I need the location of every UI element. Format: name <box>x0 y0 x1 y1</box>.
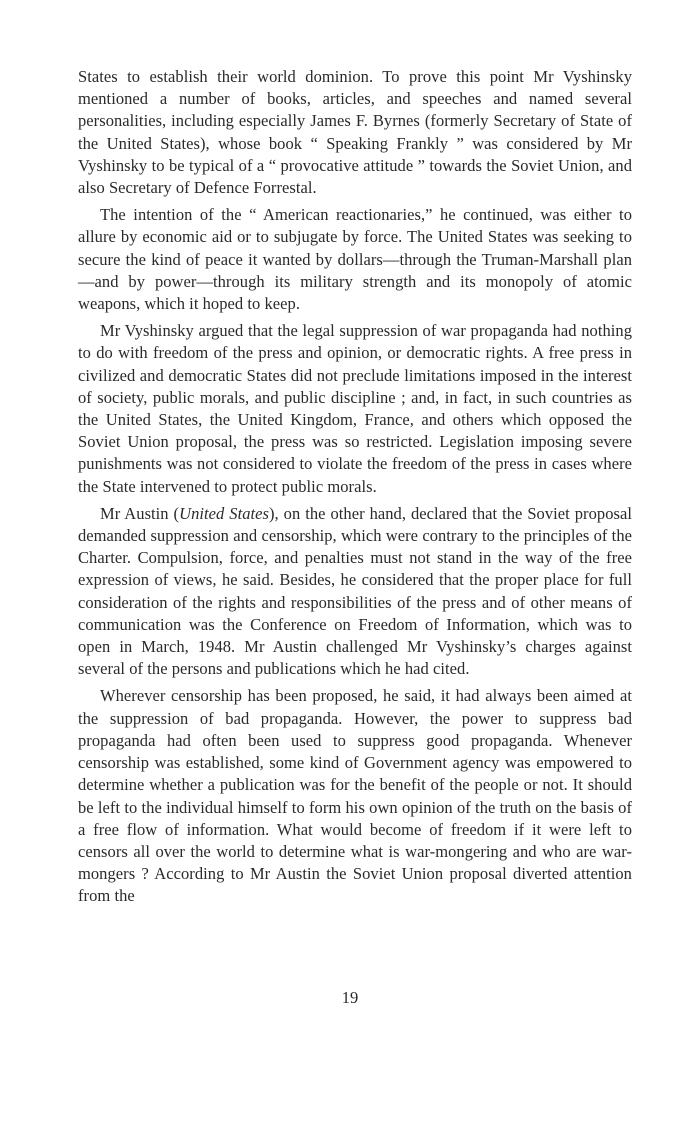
page-number: 19 <box>341 988 359 1007</box>
paragraph-1 <box>78 66 632 199</box>
paragraph-3-text: Mr Vyshinsky argued that the legal suppression of war propaganda had nothing to do with freedom of the press and opinion, or democratic rights. A free press in civilized and democratic States did not preclude limitations imposed in the interest of society, public morals, and public discipline ; and, in fact, in such countries as the United States, the United Kingdom, France, and others which opposed the Soviet Union proposal, the press was so restricted. Legislation imposing severe punishments was not considered to violate the freedom of the press in cases where the State intervened to protect public morals. <box>78 321 632 496</box>
paragraph-5-text: Wherever censorship has been proposed, he said, it had always been aimed at the suppression of bad propaganda. However, the power to suppress bad propaganda had often been used to suppress good propaganda. Whenever censorship was established, some kind of Government agency was empowered to determine whether a publication was for the benefit of the people or not. It should be left to the individual himself to form his own opinion of the truth on the basis of a free flow of information. What would become of freedom if it were left to censors all over the world to determine what is war-mongering and who are war-mongers ? According to Mr Austin the Soviet Union proposal diverted attention from the <box>78 686 632 906</box>
paragraph-4-italic-country: United States <box>179 503 269 523</box>
paragraph-3 <box>78 320 632 498</box>
paragraph-5 <box>78 685 632 907</box>
paragraph-2-text: The intention of the “ American reactionaries,” he continued, was either to allure by economic aid or to subjugate by force. The United States was seeking to secure the kind of peace it wanted by dollars—through the Truman-Marshall plan—and by power—through its military strength and its monopoly of atomic weapons, which it hoped to keep. <box>78 205 632 314</box>
paragraph-2 <box>78 204 632 315</box>
paragraph-4 <box>78 503 632 681</box>
paragraph-1-text: States to establish their world dominion. To prove this point Mr Vyshinsky mentioned a number of books, articles, and speeches and named several personalities, including especially James F. Byrnes (formerly Secretary of State of the United States), whose book “ Speaking Frankly ” was considered by Mr Vyshinsky to be typical of a “ provocative attitude ” towards the Soviet Union, and also Secretary of Defence Forrestal. <box>78 67 632 198</box>
paragraph-4-text-rest: ), on the other hand, declared that the Soviet proposal demanded suppression and censorship, which were contrary to the principles of the Charter. Compulsion, force, and penalties must not stand in the way of the free expression of views, he said. Besides, he considered that the proper place for full consideration of the rights and responsibilities of the press and of other means of communication was the Conference on Freedom of Information, which was to open in March, 1948. Mr Austin challenged Mr Vyshinsky’s charges against several of the persons and publications which he had cited. <box>78 503 632 679</box>
paragraph-4-text-start: Mr Austin ( <box>100 503 180 523</box>
document-body <box>78 66 632 913</box>
